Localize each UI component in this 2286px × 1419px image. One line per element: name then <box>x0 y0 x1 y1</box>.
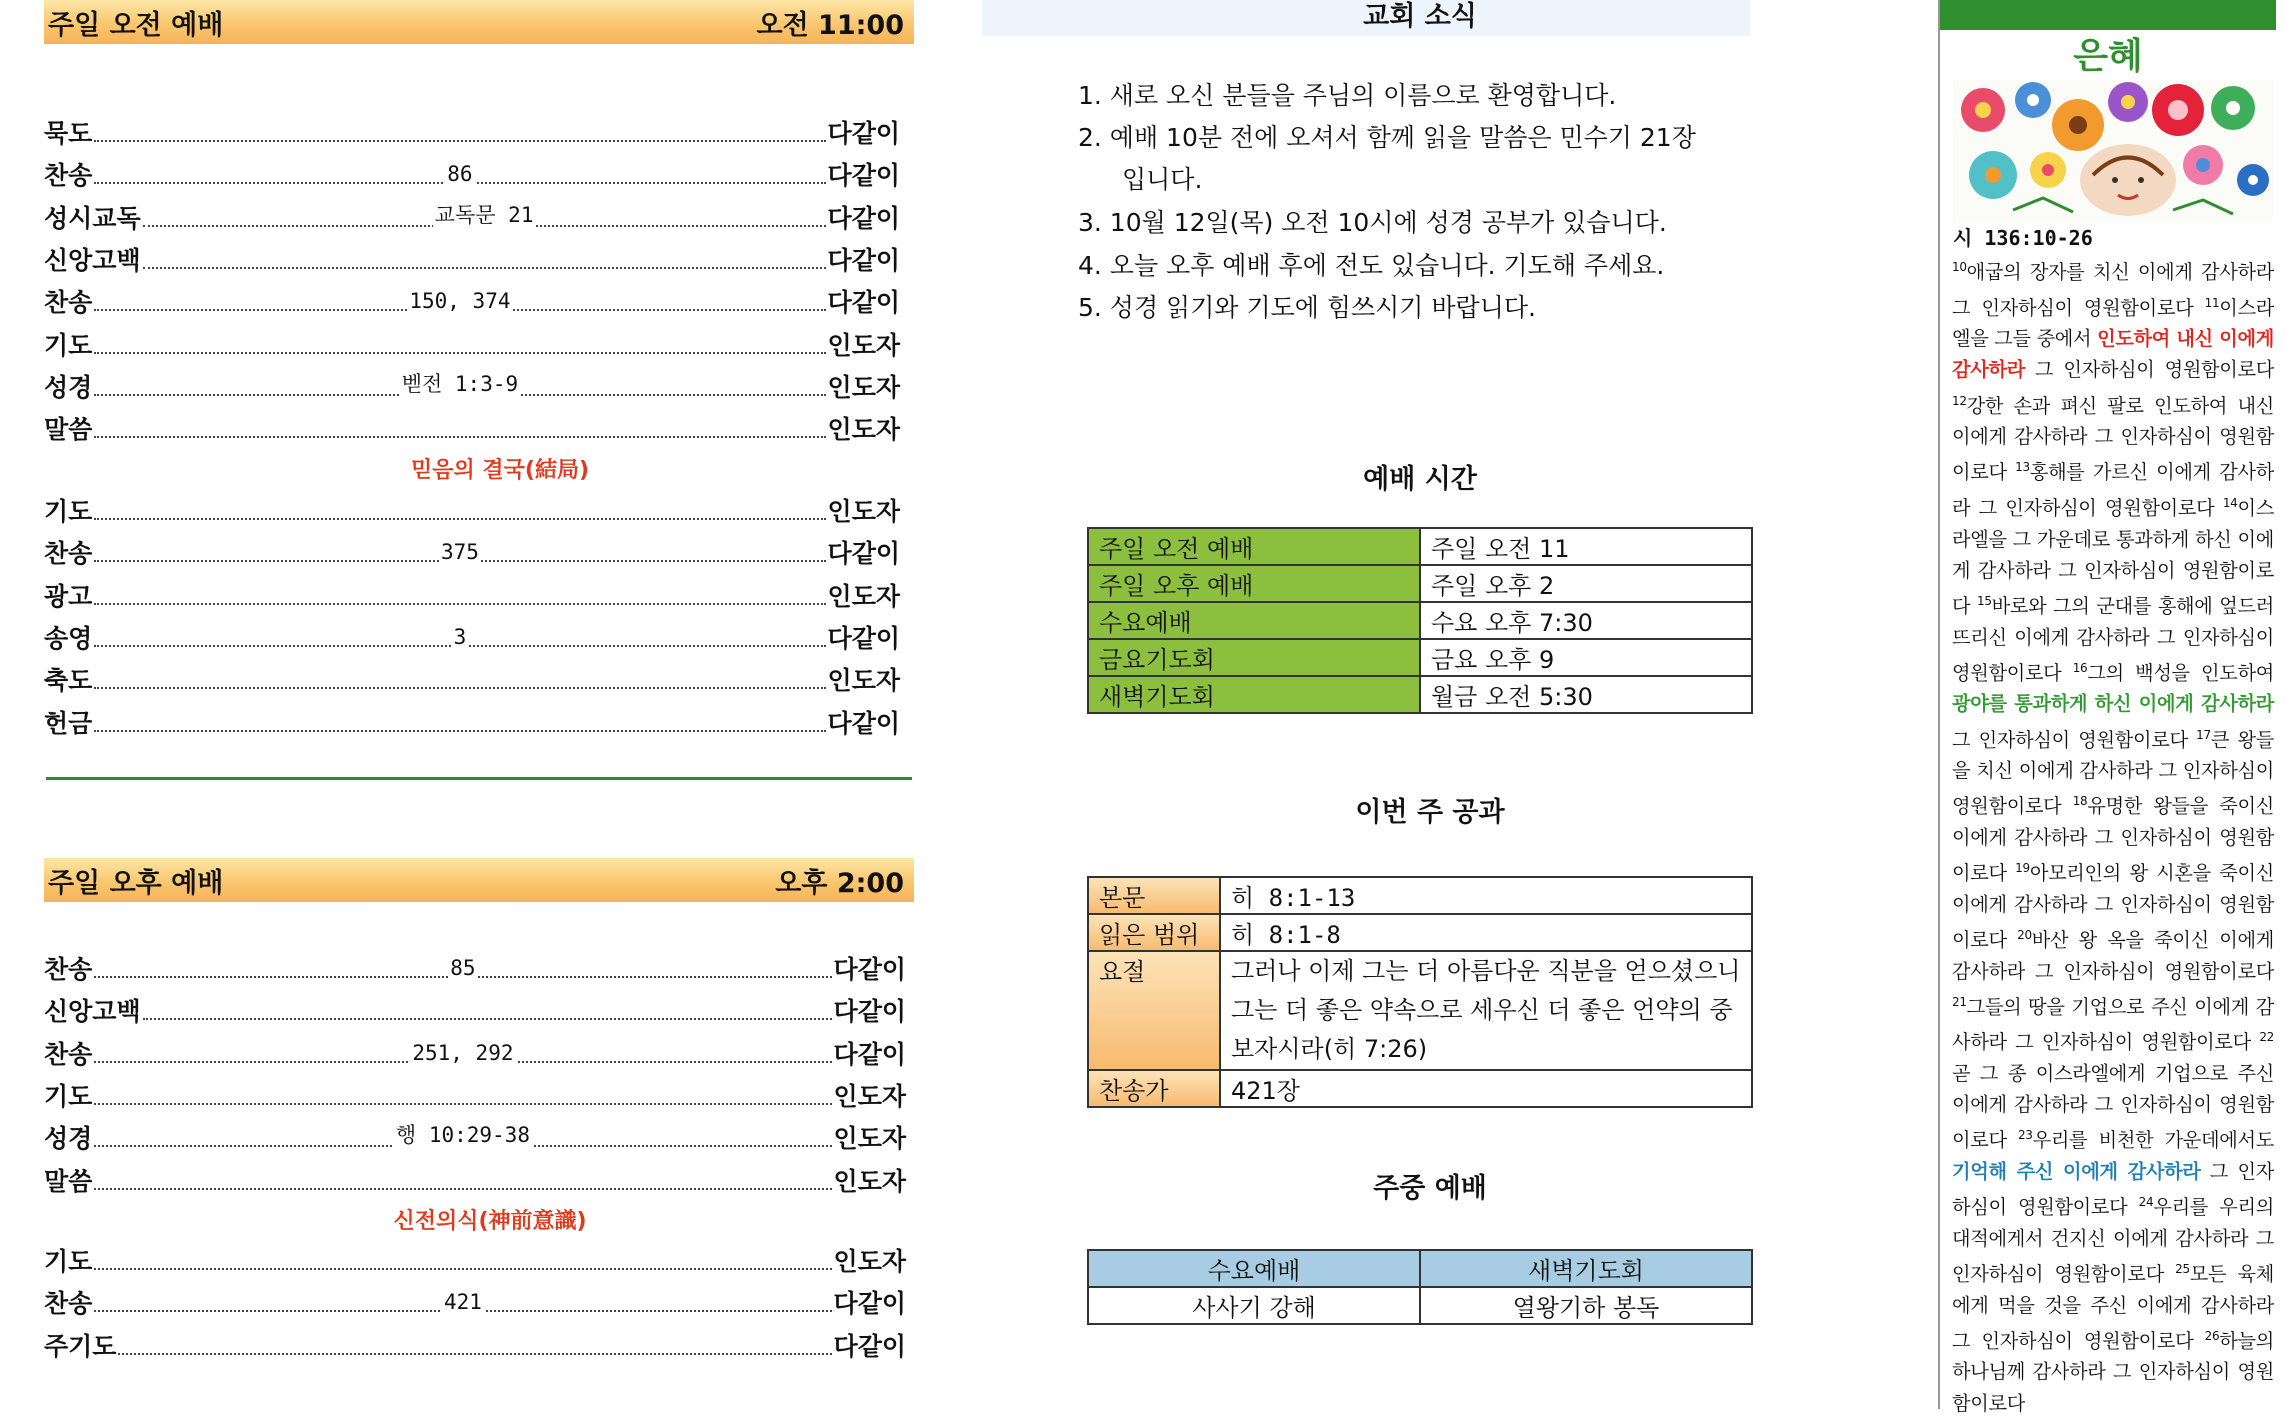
dot-leader <box>94 371 825 396</box>
order-leader: 다같이 <box>833 1331 906 1361</box>
order-row <box>44 1162 906 1198</box>
order-detail: 85 <box>450 956 476 980</box>
morning-service-header <box>44 0 914 44</box>
dot-leader <box>94 434 825 438</box>
order-leader: 다같이 <box>827 245 900 275</box>
order-leader: 인도자 <box>833 1247 906 1276</box>
dot-leader <box>94 1040 831 1065</box>
order-leader: 다같이 <box>827 203 900 233</box>
midweek-value: 사사기 강해 <box>1088 1287 1420 1324</box>
dot-leader <box>94 350 825 354</box>
order-leader: 다같이 <box>833 997 906 1027</box>
order-row <box>44 410 900 446</box>
service-time: 주일 오전 11 <box>1420 528 1752 565</box>
order-label: 찬송 <box>44 1289 93 1319</box>
order-leader: 인도자 <box>833 1124 906 1154</box>
order-detail: 251, 292 <box>412 1040 514 1065</box>
table-row <box>1088 602 1752 639</box>
morning-sermon-title: 믿음의 결국(結局) <box>410 458 590 483</box>
order-detail: 421 <box>443 1290 482 1315</box>
dot-leader <box>94 540 825 565</box>
table-row <box>1088 1250 1752 1287</box>
dot-leader <box>94 601 825 605</box>
order-leader: 인도자 <box>827 415 900 445</box>
order-row <box>44 1119 906 1155</box>
news-item: 5. 성경 읽기와 기도에 힘쓰시기 바랍니다. <box>1078 293 1536 322</box>
section-divider <box>46 777 912 780</box>
order-label: 신앙고백 <box>44 997 141 1027</box>
dot-leader <box>94 138 825 142</box>
afternoon-service-time: 오후 2:00 <box>775 867 904 899</box>
service-name: 수요예배 <box>1088 602 1420 639</box>
grace-reference: 시 136:10-26 <box>1953 226 2093 250</box>
order-row <box>44 1077 906 1113</box>
table-row <box>1088 877 1752 914</box>
news-item: 1. 새로 오신 분들을 주님의 이름으로 환영합니다. <box>1078 81 1617 110</box>
order-label: 헌금 <box>44 708 93 738</box>
lesson-table <box>1087 876 1753 1108</box>
midweek-title: 주중 예배 <box>1373 1173 1487 1204</box>
order-label: 찬송 <box>44 1039 93 1069</box>
news-item: 4. 오늘 오후 예배 후에 전도 있습니다. 기도해 주세요. <box>1078 251 1665 280</box>
afternoon-service-header <box>44 858 914 902</box>
grace-top-bar <box>1940 0 2276 30</box>
order-leader: 인도자 <box>827 372 900 402</box>
lesson-title: 이번 주 공과 <box>1355 797 1505 828</box>
morning-service-title: 주일 오전 예배 <box>48 9 224 41</box>
flower-illustration <box>1953 80 2273 222</box>
order-detail: 행 10:29-38 <box>395 1123 530 1148</box>
dot-leader <box>94 1266 831 1270</box>
order-label: 찬송 <box>44 161 93 191</box>
order-label: 찬송 <box>44 288 93 318</box>
order-detail: 교독문 21 <box>434 202 534 227</box>
table-row <box>1088 676 1752 713</box>
order-label: 기도 <box>44 1247 93 1276</box>
order-leader: 인도자 <box>833 1166 906 1196</box>
order-row <box>44 492 900 528</box>
dot-leader <box>94 1186 831 1190</box>
order-row <box>44 156 900 192</box>
news-item: 입니다. <box>1122 165 1203 194</box>
dot-leader <box>94 1290 831 1315</box>
lesson-label: 읽은 범위 <box>1088 914 1220 951</box>
dot-leader <box>94 728 825 732</box>
order-leader: 다같이 <box>827 708 900 738</box>
grace-verse-text: $^{10}$애굽의 장자를 치신 이에게 감사하라 그 인자하심이 영원함이로다 $^{11}$이스라엘을 그들 중에서 인도하여 내신 이에게 감사하라 그 인자하심이 영원함이로다 $^{12}$강한 손과 펴신 팔로 인도하여 내신 이에게 감사하라 그 인자하심이 영원함이로다 $^{13}$홍해를 가르신 이에게 감사하라 그 인자하심이 영원함이로다 $^{14}$이스라엘을 그 가운데로 통과하게 하신 이에게 감사하라 그 인자하심이 영원함이로다 $^{15}$바로와 그의 군대를 홍해에 엎드러뜨리신 이에게 감사하라 그 인자하심이 영원함이로다 $^{16}$그의 백성을 인도하여 광야를 통과하게 하신 이에게 감사하라 그 인자하심이 영원함이로다 $^{17}$큰 왕들을 치신 이에게 감사하라 그 인자하심이 영원함이로다 $^{18}$유명한 왕들을 죽이신 이에게 감사하라 그 인자하심이 영원함이로다 $^{19}$아모리인의 왕 시혼을 죽이신 이에게 감사하라 그 인자하심이 영원함이로다 $^{20}$바산 왕 옥을 죽이신 이에게 감사하라 그 인자하심이 영원함이로다 $^{21}$그들의 땅을 기업으로 주신 이에게 감사하라 그 인자하심이 영원함이로다 $^{22}$곧 그 종 이스라엘에게 기업으로 주신 이에게 감사하라 그 인자하심이 영원함이로다 $^{23}$우리를 비천한 가운데에서도 기억해 주신 이에게 감사하라 그 인자하심이 영원함이로다 $^{24}$우리를 우리의 대적에게서 건지신 이에게 감사하라 그 인자하심이 영원함이로다 $^{25}$모든 육체에게 먹을 것을 주신 이에게 감사하라 그 인자하심이 영원함이로다 $^{26}$하늘의 하나님께 감사하라 그 인자하심이 영원함이로다 <box>1952 260 2275 1415</box>
table-row <box>1088 914 1752 951</box>
order-row <box>44 577 900 613</box>
order-label: 기도 <box>44 1081 93 1111</box>
order-label: 성경 <box>44 1124 93 1154</box>
order-label: 광고 <box>44 581 93 611</box>
order-leader: 다같이 <box>827 539 900 569</box>
dot-leader <box>143 1016 832 1020</box>
dot-leader <box>94 162 825 187</box>
lesson-label: 본문 <box>1088 877 1220 914</box>
afternoon-service-title: 주일 오후 예배 <box>48 867 224 899</box>
lesson-label: 요절 <box>1088 951 1220 1070</box>
order-label: 송영 <box>44 623 93 653</box>
order-leader: 다같이 <box>827 288 900 318</box>
order-row <box>44 1284 906 1320</box>
midweek-value: 열왕기하 봉독 <box>1420 1287 1752 1324</box>
order-leader: 다같이 <box>833 955 906 984</box>
dot-leader <box>94 1123 831 1148</box>
dot-leader <box>94 516 825 520</box>
order-leader: 다같이 <box>827 623 900 653</box>
order-row <box>44 114 900 150</box>
lesson-label: 찬송가 <box>1088 1070 1220 1107</box>
order-detail: 벧전 1:3-9 <box>401 371 519 396</box>
lesson-value: 421장 <box>1220 1070 1752 1107</box>
service-time: 수요 오후 7:30 <box>1420 602 1752 639</box>
service-time: 주일 오후 2 <box>1420 565 1752 602</box>
dot-leader <box>94 289 825 314</box>
order-row <box>44 619 900 655</box>
order-row <box>44 1327 906 1363</box>
lesson-value: 그러나 이제 그는 더 아름다운 직분을 얻으셨으니 그는 더 좋은 약속으로 세우신 더 좋은 언약의 중보자시라(히 7:26) <box>1220 951 1752 1070</box>
order-label: 성경 <box>44 372 93 402</box>
order-label: 주기도 <box>44 1331 117 1361</box>
news-title: 교회 소식 <box>1363 1 1477 32</box>
order-leader: 다같이 <box>827 161 900 191</box>
dot-leader <box>118 1351 831 1355</box>
dot-leader <box>143 265 826 269</box>
order-row <box>44 199 900 235</box>
service-name: 새벽기도회 <box>1088 676 1420 713</box>
order-label: 축도 <box>44 666 93 696</box>
table-row <box>1088 639 1752 676</box>
order-label: 말씀 <box>44 1166 93 1196</box>
midweek-header: 수요예배 <box>1088 1250 1420 1287</box>
order-row <box>44 992 906 1028</box>
order-label: 기도 <box>44 497 93 526</box>
order-row <box>44 534 900 570</box>
order-label: 말씀 <box>44 415 93 445</box>
order-detail: 86 <box>447 162 473 187</box>
order-detail: 375 <box>440 540 479 565</box>
service-name: 주일 오전 예배 <box>1088 528 1420 565</box>
service-time: 월금 오전 5:30 <box>1420 676 1752 713</box>
table-row <box>1088 528 1752 565</box>
order-label: 묵도 <box>44 119 93 148</box>
table-row <box>1088 1070 1752 1107</box>
news-item: 3. 10월 12일(목) 오전 10시에 성경 공부가 있습니다. <box>1078 208 1667 237</box>
dot-leader <box>94 956 831 980</box>
worship-times-table <box>1087 527 1753 714</box>
service-name: 금요기도회 <box>1088 639 1420 676</box>
table-row <box>1088 1287 1752 1324</box>
order-leader: 인도자 <box>833 1081 906 1111</box>
dot-leader <box>143 202 826 227</box>
order-row <box>44 1242 906 1278</box>
order-row <box>44 326 900 362</box>
worship-times-title: 예배 시간 <box>1363 464 1477 495</box>
service-name: 주일 오후 예배 <box>1088 565 1420 602</box>
order-detail: 150, 374 <box>409 289 511 314</box>
dot-leader <box>94 1101 831 1105</box>
midweek-header: 새벽기도회 <box>1420 1250 1752 1287</box>
service-time: 금요 오후 9 <box>1420 639 1752 676</box>
order-label: 찬송 <box>44 539 93 569</box>
order-row <box>44 661 900 697</box>
order-leader: 인도자 <box>827 330 900 360</box>
order-label: 신앙고백 <box>44 245 141 275</box>
order-leader: 다같이 <box>833 1289 906 1319</box>
order-leader: 인도자 <box>827 497 900 526</box>
order-leader: 다같이 <box>833 1039 906 1069</box>
order-row <box>44 368 900 404</box>
order-row <box>44 1035 906 1071</box>
order-leader: 다같이 <box>827 119 900 148</box>
grace-title: 은혜 <box>2073 36 2143 77</box>
dot-leader <box>94 624 825 649</box>
dot-leader <box>94 685 825 689</box>
order-leader: 인도자 <box>827 581 900 611</box>
order-detail: 3 <box>453 624 467 649</box>
order-label: 찬송 <box>44 955 93 984</box>
order-label: 기도 <box>44 330 93 360</box>
news-item: 2. 예배 10분 전에 오셔서 함께 읽을 말씀은 민수기 21장 <box>1078 123 1696 152</box>
lesson-value: 히 8:1-8 <box>1220 914 1752 951</box>
morning-service-time: 오전 11:00 <box>756 9 904 41</box>
order-label: 성시교독 <box>44 203 141 233</box>
table-row <box>1088 565 1752 602</box>
order-row <box>44 704 900 740</box>
midweek-table <box>1087 1249 1753 1325</box>
order-row <box>44 241 900 277</box>
lesson-value: 히 8:1-13 <box>1220 877 1752 914</box>
afternoon-sermon-title: 신전의식(神前意識) <box>393 1209 587 1234</box>
order-row <box>44 283 900 319</box>
order-row <box>44 950 906 986</box>
order-leader: 인도자 <box>827 666 900 696</box>
table-row <box>1088 951 1752 1070</box>
